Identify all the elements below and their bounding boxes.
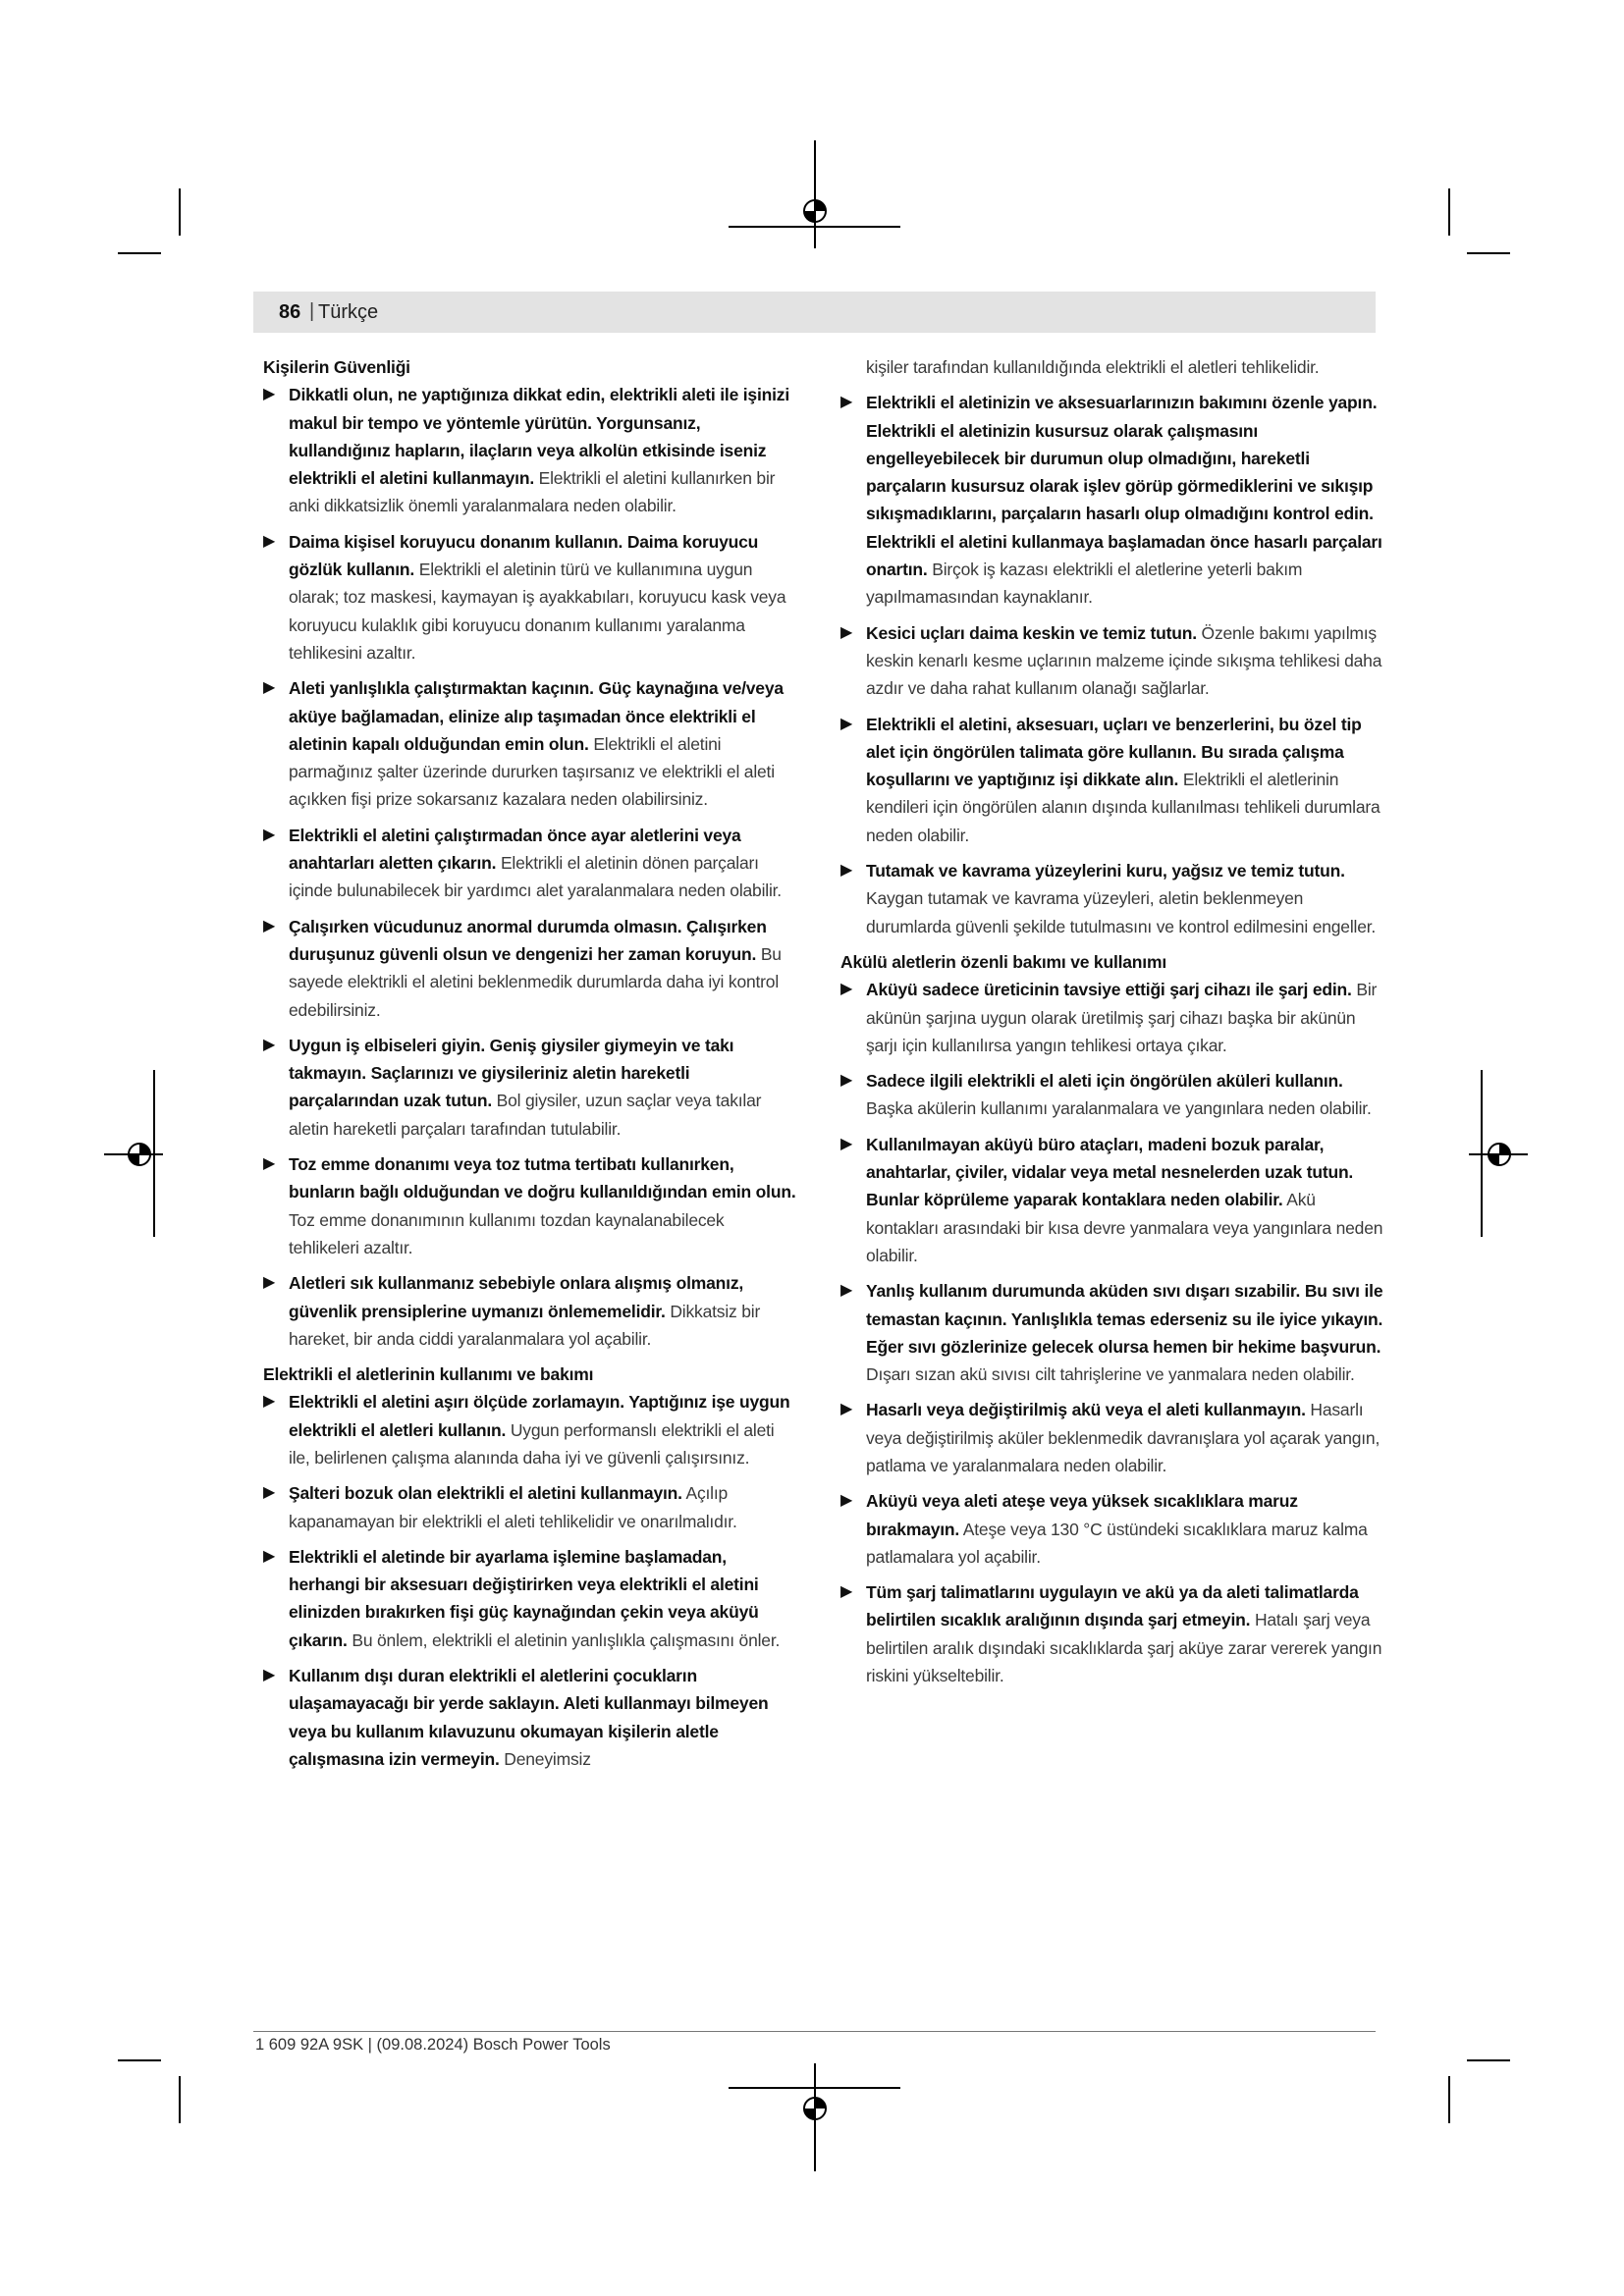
bullet-item xyxy=(263,1662,798,1773)
bullet-item xyxy=(840,857,1385,940)
bullet-normal-text: Elektrikli el aletini parmağınız şalter üzerinde dururken taşırsanız ve elektrikli el aleti açıkken fişi prize sokarsanız kazalara neden olabilirsiniz. xyxy=(289,733,775,810)
bullet-arrow-icon: ▶ xyxy=(263,1393,276,1411)
bullet-item xyxy=(263,1479,798,1535)
bullet-normal-text: Hasarlı veya değiştirilmiş aküler beklenmedik davranışlara yol açarak yangın, patlama ve yaralanmalara neden olabilir. xyxy=(866,1400,1380,1475)
registration-line-top-h xyxy=(729,226,900,228)
bullet-arrow-icon: ▶ xyxy=(840,1401,853,1418)
bullet-arrow-icon: ▶ xyxy=(263,679,276,697)
bullet-normal-text: Başka akülerin kullanımı yaralanmalara ve yangınlara neden olabilir. xyxy=(866,1098,1372,1119)
bullet-bold-text: Uygun iş elbiseleri giyin. Geniş giysiler giymeyin ve takı takmayın. Saçlarınızı ve giysileriniz aletin hareketli parçalarından uzak tutun. xyxy=(289,1035,734,1111)
footer-text: 1 609 92A 9SK | (09.08.2024) Bosch Power Tools xyxy=(255,2036,611,2054)
page-header xyxy=(253,292,1376,333)
bullet-bold-text: Elektrikli el aletini, aksesuarı, uçları ve benzerlerini, bu özel tip alet için öngörülen talimata göre kullanın. Bu sırada çalışma koşullarını ve yaptığınız işi dikkate alın. xyxy=(866,714,1362,790)
bullet-bold-text: Dikkatli olun, ne yaptığınıza dikkat edin, elektrikli aleti ile işinizi makul bir tempo ve yöntemle yürütün. Yorgunsanız, kullandığınız hapların, ilaçların veya alkolün etkisinde iseniz elektrikli el aletini kullanmayın. xyxy=(289,385,789,489)
bullet-normal-text: Elektrikli el aletini kullanırken bir anki dikkatsizlik önemli yaralanmalara neden olabilir. xyxy=(289,468,776,516)
continued-text: kişiler tarafından kullanıldığında elektrikli el aletleri tehlikelidir. xyxy=(866,357,1320,377)
language-label: Türkçe xyxy=(318,301,379,323)
bullet-normal-text: Toz emme donanımının kullanımı tozdan kaynalanabilecek tehlikeleri azaltır. xyxy=(289,1209,725,1257)
crop-mark-bottom-right-v xyxy=(1448,2076,1450,2123)
bullet-item xyxy=(840,1396,1385,1479)
bullet-arrow-icon: ▶ xyxy=(263,1036,276,1053)
registration-line-bottom-h xyxy=(729,2087,900,2089)
bullet-arrow-icon: ▶ xyxy=(840,1072,853,1090)
bullet-bold-text: Elektrikli el aletinde bir ayarlama işlemine başlamadan, herhangi bir aksesuarı değiştirirken veya elektrikli el aletini elinizden bırakırken fişi güç kaynağından çekin veya aküyü çıkarın. xyxy=(289,1546,759,1650)
bullet-bold-text: Kullanım dışı duran elektrikli el aletlerini çocukların ulaşamayacağı bir yerde saklayın. Aleti kullanmayı bilmeyen veya bu kullanım kılavuzunu okumayan kişilerin aletle çalışmasına izin vermeyin. xyxy=(289,1666,769,1769)
bullet-arrow-icon: ▶ xyxy=(263,1155,276,1173)
bullet-arrow-icon: ▶ xyxy=(263,826,276,843)
bullet-arrow-icon: ▶ xyxy=(840,981,853,998)
right-column xyxy=(840,353,1385,1697)
left-column xyxy=(263,353,798,1781)
bullet-bold-text: Elektrikli el aletini aşırı ölçüde zorlamayın. Yaptığınız işe uygun elektrikli el aletleri kullanın. xyxy=(289,1392,790,1440)
bullet-normal-text: Elektrikli el aletlerinin kendileri için öngörülen alanın dışında kullanılması tehlikeli durumlara neden olabilir. xyxy=(866,770,1380,845)
bullet-item xyxy=(840,711,1385,849)
bullet-arrow-icon: ▶ xyxy=(840,623,853,641)
bullet-arrow-icon: ▶ xyxy=(840,1492,853,1510)
bullet-bold-text: Daima kişisel koruyucu donanım kullanın. Daima koruyucu gözlük kullanın. xyxy=(289,531,759,580)
bullet-bold-text: Elektrikli el aletinizin ve aksesuarlarınızın bakımını özenle yapın. Elektrikli el aletinizin kusursuz olarak çalışmasını engelleyebilecek bir durumun olup olmadığını, hareketli parçaların kusursuz olarak işlev görüp görmediklerini ve sıkışıp sıkışmadıklarını, parçaların hasarlı olup olmadığını kontrol edin. Elektrikli el aletini kullanmaya başlamadan önce hasarlı parçaları onartın. xyxy=(866,393,1382,580)
bullet-item xyxy=(840,1578,1385,1689)
bullet-normal-text: Birçok iş kazası elektrikli el aletlerine yeterli bakım yapılmamasından kaynaklanır. xyxy=(866,560,1303,608)
bullet-arrow-icon: ▶ xyxy=(263,1484,276,1502)
bullet-arrow-icon: ▶ xyxy=(263,386,276,403)
bullet-item xyxy=(263,1543,798,1654)
bullet-bold-text: Aküyü sadece üreticinin tavsiye ettiği şarj cihazı ile şarj edin. xyxy=(866,980,1352,1000)
bullet-normal-text: Elektrikli el aletinin türü ve kullanımına uygun olarak; toz maskesi, kaymayan iş ayakkabıları, koruyucu kask veya koruyucu kulaklık gibi koruyucu donanım kullanımı yaralanma tehlikesini azaltır. xyxy=(289,560,786,663)
header-separator: | xyxy=(309,300,315,322)
section-heading: Elektrikli el aletlerinin kullanımı ve bakımı xyxy=(263,1364,594,1385)
bullet-item xyxy=(263,381,798,519)
bullet-arrow-icon: ▶ xyxy=(263,917,276,934)
bullet-item xyxy=(840,389,1385,611)
bullet-arrow-icon: ▶ xyxy=(263,1547,276,1565)
bullet-normal-text: Ateşe veya 130 °C üstündeki sıcaklıklara maruz kalma patlamalara yol açabilir. xyxy=(866,1519,1368,1567)
bullet-bold-text: Yanlış kullanım durumunda aküden sıvı dışarı sızabilir. Bu sıvı ile temastan kaçının. Yanlışlıkla temas ederseniz su ile iyice yıkayın. Eğer sıvı gözlerinize gelecek olursa hemen bir hekime başvurun. xyxy=(866,1281,1383,1357)
bullet-arrow-icon: ▶ xyxy=(840,1583,853,1601)
bullet-bold-text: Aküyü veya aleti ateşe veya yüksek sıcaklıklara maruz bırakmayın. xyxy=(866,1491,1298,1539)
bullet-bold-text: Hasarlı veya değiştirilmiş akü veya el aleti kullanmayın. xyxy=(866,1400,1306,1420)
section-heading: Kişilerin Güvenliği xyxy=(263,357,410,377)
bullet-normal-text: Bir akünün şarjına uygun olarak üretilmiş şarj cihazı başka bir akünün şarjı için kullanılırsa yangın tehlikesi ortaya çıkar. xyxy=(866,980,1378,1055)
bullet-arrow-icon: ▶ xyxy=(840,715,853,732)
crop-mark-top-right-h xyxy=(1467,252,1510,254)
bullet-arrow-icon: ▶ xyxy=(840,862,853,880)
crop-mark-top-left-v xyxy=(179,188,181,236)
crop-mark-bottom-left-h xyxy=(118,2059,161,2061)
section-heading: Akülü aletlerin özenli bakımı ve kullanımı xyxy=(840,951,1166,972)
bullet-normal-text: Kaygan tutamak ve kavrama yüzeyleri, aletin beklenmeyen durumlarda güvenli şekilde tutulmasını ve kontrol edilmesini engeller. xyxy=(866,888,1377,936)
bullet-bold-text: Elektrikli el aletini çalıştırmadan önce ayar aletlerini veya anahtarları aletten çıkarın. xyxy=(289,825,741,874)
bullet-item xyxy=(263,674,798,813)
bullet-arrow-icon: ▶ xyxy=(840,394,853,411)
crop-mark-top-right-v xyxy=(1448,188,1450,236)
bullet-bold-text: Tutamak ve kavrama yüzeylerini kuru, yağsız ve temiz tutun. xyxy=(866,861,1345,881)
bullet-normal-text: Bu önlem, elektrikli el aletinin yanlışlıkla çalışmasını önler. xyxy=(347,1629,781,1650)
bullet-bold-text: Tüm şarj talimatlarını uygulayın ve akü ya da aleti talimatlarda belirtilen sıcaklık aralığının dışında şarj etmeyin. xyxy=(866,1582,1359,1630)
bullet-normal-text: Dışarı sızan akü sıvısı cilt tahrişlerine ve yanmalara neden olabilir. xyxy=(866,1364,1355,1385)
bullet-item xyxy=(840,619,1385,703)
bullet-item xyxy=(840,1067,1385,1123)
bullet-bold-text: Çalışırken vücudunuz anormal durumda olmasın. Çalışırken duruşunuz güvenli olsun ve dengenizi her zaman koruyun. xyxy=(289,916,767,964)
registration-target-icon xyxy=(125,1140,154,1169)
bullet-arrow-icon: ▶ xyxy=(263,532,276,550)
bullet-arrow-icon: ▶ xyxy=(263,1274,276,1292)
bullet-item xyxy=(263,1388,798,1471)
crop-mark-bottom-left-v xyxy=(179,2076,181,2123)
crop-mark-bottom-right-h xyxy=(1467,2059,1510,2061)
bullet-item xyxy=(263,822,798,905)
bullet-bold-text: Kesici uçları daima keskin ve temiz tutun. xyxy=(866,622,1197,643)
footer-divider xyxy=(253,2031,1376,2032)
registration-target-icon xyxy=(800,2094,830,2123)
bullet-bold-text: Sadece ilgili elektrikli el aleti için öngörülen aküleri kullanın. xyxy=(866,1071,1343,1092)
bullet-item xyxy=(263,1032,798,1143)
bullet-item xyxy=(840,1487,1385,1571)
bullet-item xyxy=(263,913,798,1024)
registration-line-top-v xyxy=(814,140,816,248)
page-number: 86 xyxy=(279,301,301,323)
bullet-normal-text: Özenle bakımı yapılmış keskin kenarlı kesme uçlarının malzeme içinde sıkışma tehlikesi daha azdır ve daha rahat kullanım olanağı sağlarlar. xyxy=(866,622,1382,699)
bullet-arrow-icon: ▶ xyxy=(263,1667,276,1684)
bullet-normal-text: Hatalı şarj veya belirtilen aralık dışındaki sıcaklıklarda şarj aküye zarar vererek yangın riskini yükseltebilir. xyxy=(866,1610,1382,1686)
bullet-normal-text: Deneyimsiz xyxy=(499,1748,591,1769)
bullet-item xyxy=(263,1150,798,1261)
bullet-item xyxy=(840,1131,1385,1269)
bullet-item xyxy=(263,528,798,667)
crop-mark-top-left-h xyxy=(118,252,161,254)
bullet-normal-text: Bol giysiler, uzun saçlar veya takılar aletin hareketli parçaları tarafından tutulabilir. xyxy=(289,1091,762,1139)
bullet-bold-text: Aletleri sık kullanmanız sebebiyle onlara alışmış olmanız, güvenlik prensiplerine uymanızı önlememelidir. xyxy=(289,1273,744,1321)
bullet-normal-text: Dikkatsiz bir hareket, bir anda ciddi yaralanmalara yol açabilir. xyxy=(289,1301,761,1349)
bullet-normal-text: Akü kontakları arasındaki bir kısa devre yanmalara veya yangınlara neden olabilir. xyxy=(866,1190,1383,1265)
bullet-normal-text: Bu sayede elektrikli el aletini beklenmedik durumlarda daha iyi kontrol edebilirsiniz. xyxy=(289,943,782,1020)
bullet-arrow-icon: ▶ xyxy=(840,1135,853,1152)
bullet-item xyxy=(840,1277,1385,1388)
bullet-bold-text: Kullanılmayan aküyü büro ataçları, madeni bozuk paralar, anahtarlar, çiviler, vidalar veya metal nesnelerden uzak tutun. Bunlar köprüleme yaparak kontaklara neden olabilir. xyxy=(866,1134,1354,1210)
bullet-normal-text: Açılıp kapanamayan bir elektrikli el aleti tehlikelidir ve onarılmalıdır. xyxy=(289,1483,737,1531)
bullet-bold-text: Toz emme donanımı veya toz tutma tertibatı kullanırken, bunların bağlı olduğundan ve doğru kullanıldığından emin olun. xyxy=(289,1154,796,1202)
bullet-normal-text: Elektrikli el aletinin dönen parçaları içinde bulunabilecek bir yardımcı alet yaralanmalara neden olabilir. xyxy=(289,853,782,901)
registration-target-icon xyxy=(1485,1140,1514,1169)
bullet-item xyxy=(263,1269,798,1353)
bullet-arrow-icon: ▶ xyxy=(840,1282,853,1300)
bullet-bold-text: Aleti yanlışlıkla çalıştırmaktan kaçının. Güç kaynağına ve/veya aküye bağlamadan, elinize alıp taşımadan önce elektrikli el aletinin kapalı olduğundan emin olun. xyxy=(289,678,784,754)
registration-target-icon xyxy=(800,196,830,226)
bullet-item xyxy=(840,976,1385,1059)
bullet-normal-text: Uygun performanslı elektrikli el aleti ile, belirlenen çalışma alanında daha iyi ve güvenli çalışırsınız. xyxy=(289,1419,775,1468)
bullet-bold-text: Şalteri bozuk olan elektrikli el aletini kullanmayın. xyxy=(289,1483,682,1504)
